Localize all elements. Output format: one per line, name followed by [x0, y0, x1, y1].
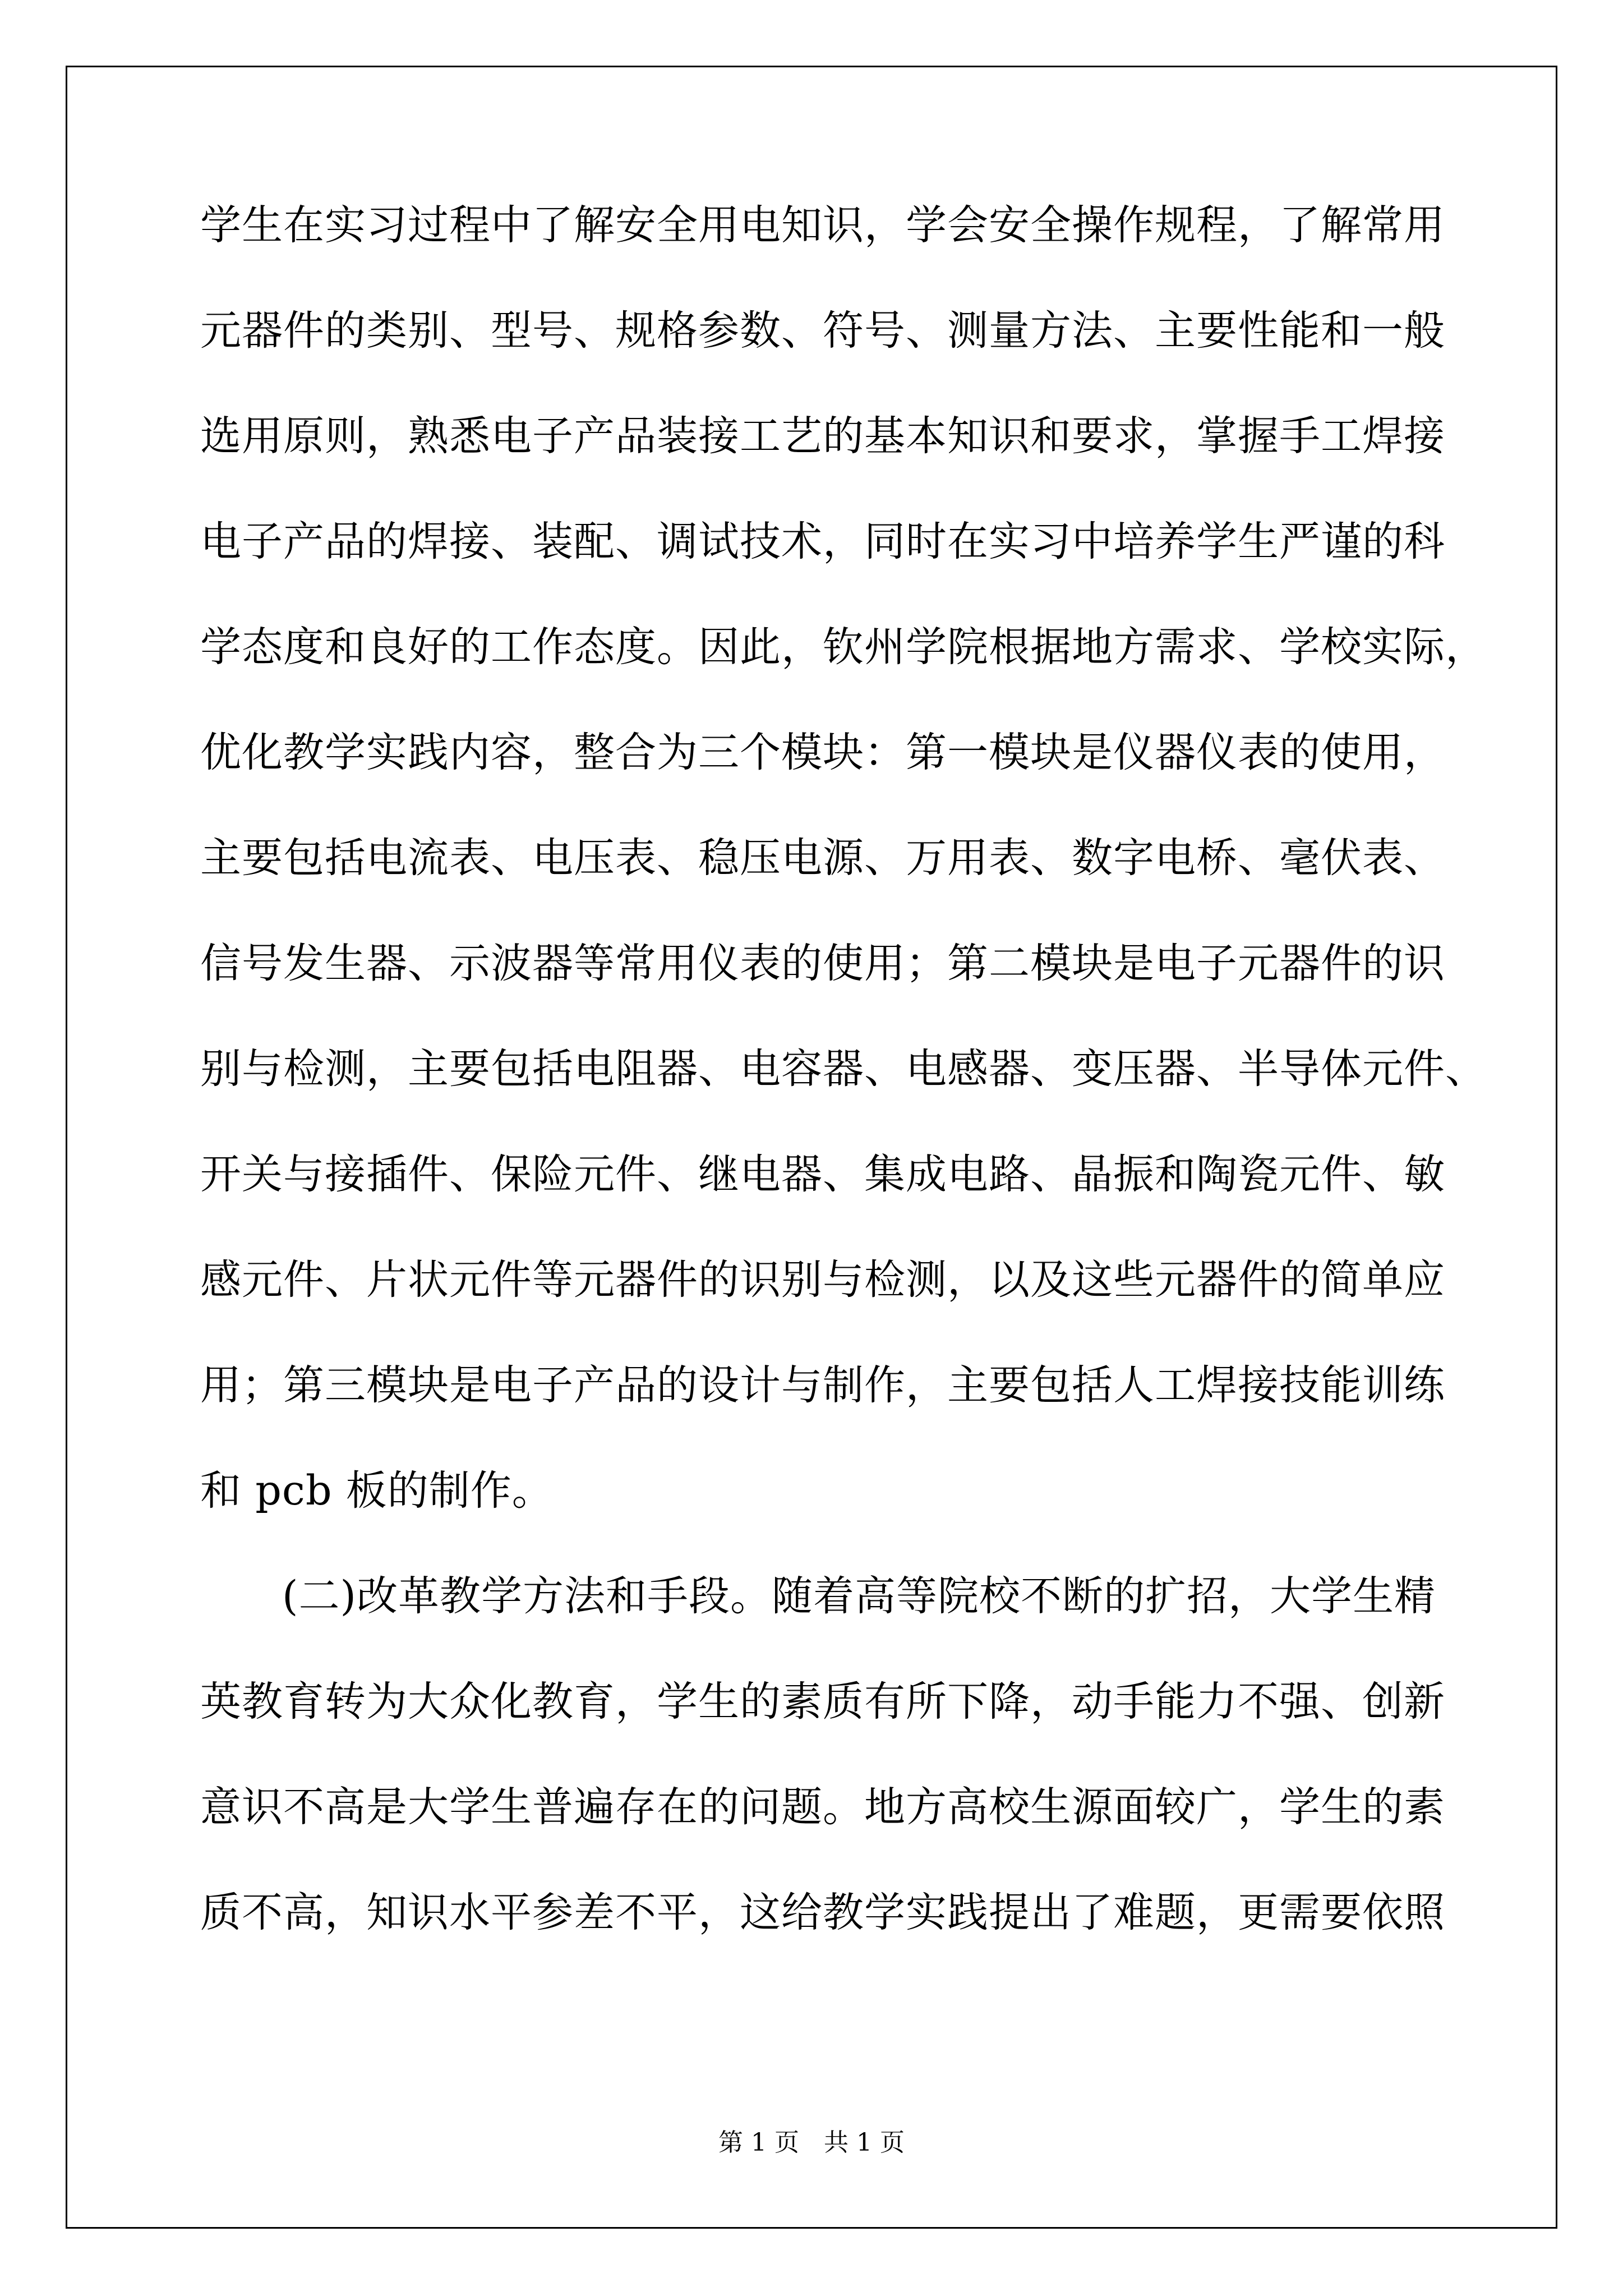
text-line: 开关与接插件、保险元件、继电器、集成电路、晶振和陶瓷元件、敏: [200, 1151, 1445, 1198]
text-line: 质不高，知识水平参差不平，这给教学实践提出了难题，更需要依照: [200, 1889, 1445, 1936]
text-line: 电子产品的焊接、装配、调试技术，同时在实习中培养学生严谨的科: [200, 518, 1445, 565]
text-line: 别与检测，主要包括电阻器、电容器、电感器、变压器、半导体元件、: [200, 1045, 1487, 1093]
text-line: 感元件、片状元件等元器件的识别与检测，以及这些元器件的简单应: [200, 1256, 1445, 1304]
text-line: 主要包括电流表、电压表、稳压电源、万用表、数字电桥、毫伏表、: [200, 834, 1445, 882]
text-line: 信号发生器、示波器等常用仪表的使用；第二模块是电子元器件的识: [200, 940, 1445, 987]
text-line: 和 pcb 板的制作。: [200, 1467, 554, 1515]
paragraph-first-line: (二)改革教学方法和手段。随着高等院校不断的扩招，大学生精: [282, 1572, 1436, 1620]
text-line: 选用原则，熟悉电子产品装接工艺的基本知识和要求，掌握手工焊接: [200, 412, 1445, 460]
page-footer: 第 1 页 共 1 页: [718, 2128, 905, 2157]
text-line: 优化教学实践内容，整合为三个模块：第一模块是仪器仪表的使用，: [200, 729, 1445, 776]
text-line: 英教育转为大众化教育，学生的素质有所下降，动手能力不强、创新: [200, 1678, 1445, 1726]
text-line: 用；第三模块是电子产品的设计与制作，主要包括人工焊接技能训练: [200, 1361, 1445, 1409]
text-line: 元器件的类别、型号、规格参数、符号、测量方法、主要性能和一般: [200, 307, 1445, 355]
text-line: 意识不高是大学生普遍存在的问题。地方高校生源面较广，学生的素: [200, 1783, 1445, 1831]
text-line: 学态度和良好的工作态度。因此，钦州学院根据地方需求、学校实际，: [200, 623, 1487, 671]
text-line: 学生在实习过程中了解安全用电知识，学会安全操作规程，了解常用: [200, 201, 1445, 249]
